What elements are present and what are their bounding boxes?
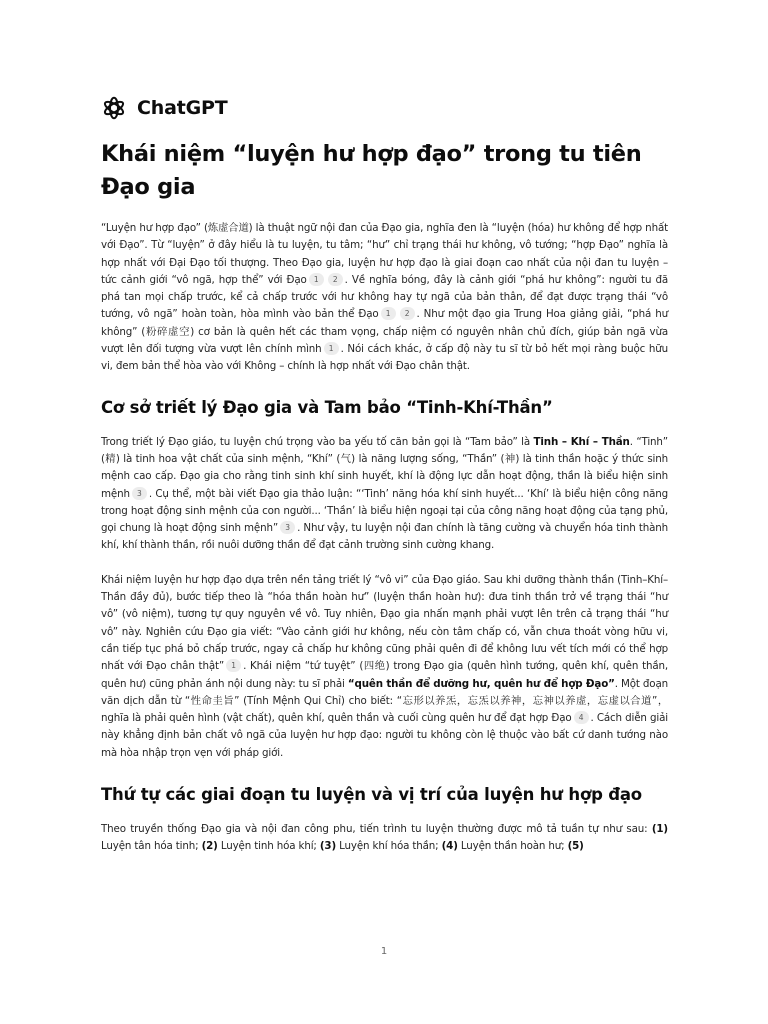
citation-badge[interactable]: 1	[226, 659, 241, 672]
bold-text: (4)	[441, 840, 458, 853]
citation-badge[interactable]: 1	[309, 273, 324, 286]
brand-name: ChatGPT	[137, 97, 228, 119]
citation-badge[interactable]: 2	[328, 273, 343, 286]
chatgpt-logo	[101, 95, 227, 121]
openai-knot-icon	[101, 95, 127, 121]
article	[101, 138, 668, 856]
citation-badge[interactable]: 1	[381, 307, 396, 320]
page-number: 1	[380, 946, 388, 957]
section-heading: Cơ sở triết lý Đạo gia và Tam bảo “Tinh-Khí-Thần”	[101, 397, 553, 417]
paragraph: Trong triết lý Đạo giáo, tu luyện chú trọng vào ba yếu tố căn bản gọi là “Tam bảo” là Tinh – Khí – Thần. “Tinh” (精) là tinh hoa vật chất của sinh mệnh, “Khí” (气) là năng lượng sống, “Thần” (神) là tinh thần hoặc ý thức sinh mệnh cao cấp. Đạo gia cho rằng tinh sinh khí sinh huyết, khí là động lực dẫn hoạt động, thần là biểu hiện sinh mệnh 3 . Cụ thể, một bài viết Đạo gia thảo luận: “‘Tinh’ năng hóa khí sinh huyết... ‘Khí’ là biểu hiện công năng trong hoạt động sinh mệnh của con người... ‘Thần’ là biểu hiện ngoại tại của công năng hoạt động của tạng phủ, gọi chung là hoạt động sinh mệnh” 3 . Như vậy, tu luyện nội đan chính là tăng cường và chuyển hóa tinh thành khí, khí thành thần, rồi nuôi dưỡng thần để đạt cảnh trường sinh cường khang.	[101, 435, 668, 552]
bold-text: (3)	[319, 840, 337, 853]
citation-badge[interactable]: 2	[400, 307, 415, 320]
citation-badge[interactable]: 3	[280, 521, 295, 534]
paragraph: Theo truyền thống Đạo gia và nội đan công phu, tiến trình tu luyện thường được mô tả tuần tự như sau: (1) Luyện tân hóa tinh; (2) Luyện tinh hóa khí; (3) Luyện khí hóa thần; (4) Luyện thần hoàn hư; (5)	[101, 823, 668, 853]
bold-text: (1)	[651, 823, 668, 836]
bold-text: “quên thần để dưỡng hư, quên hư để hợp Đạo”	[347, 677, 615, 690]
paragraph: Khái niệm luyện hư hợp đạo dựa trên nền tảng triết lý “vô vi” của Đạo giáo. Sau khi dưỡng thành thần (Tinh–Khí–Thần đầy đủ), bước tiếp theo là “hóa thần hoàn hư” (luyện thần hoàn hư): đưa tinh thần trở về trạng thái “hư vô” (vô niệm), tương tự quy nguyên về vô. Tuy nhiên, Đạo gia nhấn mạnh phải vượt lên trên cả trạng thái “hư vô” này. Nghiên cứu Đạo gia viết: “Vào cảnh giới hư không, nếu còn tâm chấp có, vẫn chưa thoát vòng hữu vi, cần tiếp tục phá bỏ chấp trước, ngay cả chấp hư không cũng phải quên đi để không lưu vết tích mới có thể hợp nhất với Đạo chân thật” 1 . Khái niệm “tứ tuyệt” (四绝) trong Đạo gia (quên hình tướng, quên khí, quên thần, quên hư) cũng phản ánh nội dung này: tu sĩ phải “quên thần để dưỡng hư, quên hư để hợp Đạo”. Một đoạn văn dịch dẫn từ “性命圭旨” (Tính Mệnh Qui Chỉ) cho biết: “忘形以养炁，忘炁以养神，忘神以养虚，忘虚以合道”， nghĩa là phải quên hình (vật chất), quên khí, quên thần và cuối cùng quên hư để đạt hợp Đạo 4 . Cách diễn giải này khẳng định bản chất vô ngã của luyện hư hợp đạo: người tu không còn lệ thuộc vào bất cứ danh tướng nào mà hòa nhập trọn vẹn với pháp giới.	[101, 573, 668, 759]
bold-text: (5)	[567, 840, 584, 853]
page-title: Khái niệm “luyện hư hợp đạo” trong tu tiên Đạo gia	[101, 141, 642, 200]
citation-badge[interactable]: 3	[132, 487, 147, 500]
section-heading: Thứ tự các giai đoạn tu luyện và vị trí của luyện hư hợp đạo	[101, 785, 642, 805]
citation-badge[interactable]: 4	[574, 711, 589, 724]
bold-text: (2)	[201, 840, 218, 853]
bold-text: Tinh – Khí – Thần	[533, 435, 630, 448]
paragraph: “Luyện hư hợp đạo” (炼虚合道) là thuật ngữ nội đan của Đạo gia, nghĩa đen là “luyện (hóa) hư không để hợp nhất với Đạo”. Từ “luyện” ở đây hiểu là tu luyện, tu tâm; “hư” chỉ trạng thái hư không, vô tướng; “hợp Đạo” nghĩa là hợp nhất với Đại Đạo tối thượng. Theo Đạo gia, luyện hư hợp đạo là giai đoạn cao nhất của nội đan tu luyện – tức cảnh giới “vô ngã, hợp thể” với Đạo 1 2 . Về nghĩa bóng, đây là cảnh giới “phá hư không”: người tu đã phá tan mọi chấp trước, kể cả chấp trước với hư không hay tự ngã của bản thân, để đạt được trạng thái “vô tướng, vô ngã” hoàn toàn, hòa mình vào bản thể Đạo 1 2 . Như một đạo gia Trung Hoa giảng giải, “phá hư không” (粉碎虚空) cơ bản là quên hết các tham vọng, chấp niệm có nguyên nhân chủ đích, giúp bản ngã vừa vượt lên đối tượng vừa vượt lên chính mình 1 . Nói cách khác, ở cấp độ này tu sĩ từ bỏ hết mọi ràng buộc hữu vi, đem bản thể hòa vào với Không – chính là hợp nhất với Đạo chân thật.	[101, 222, 668, 373]
citation-badge[interactable]: 1	[324, 342, 339, 355]
